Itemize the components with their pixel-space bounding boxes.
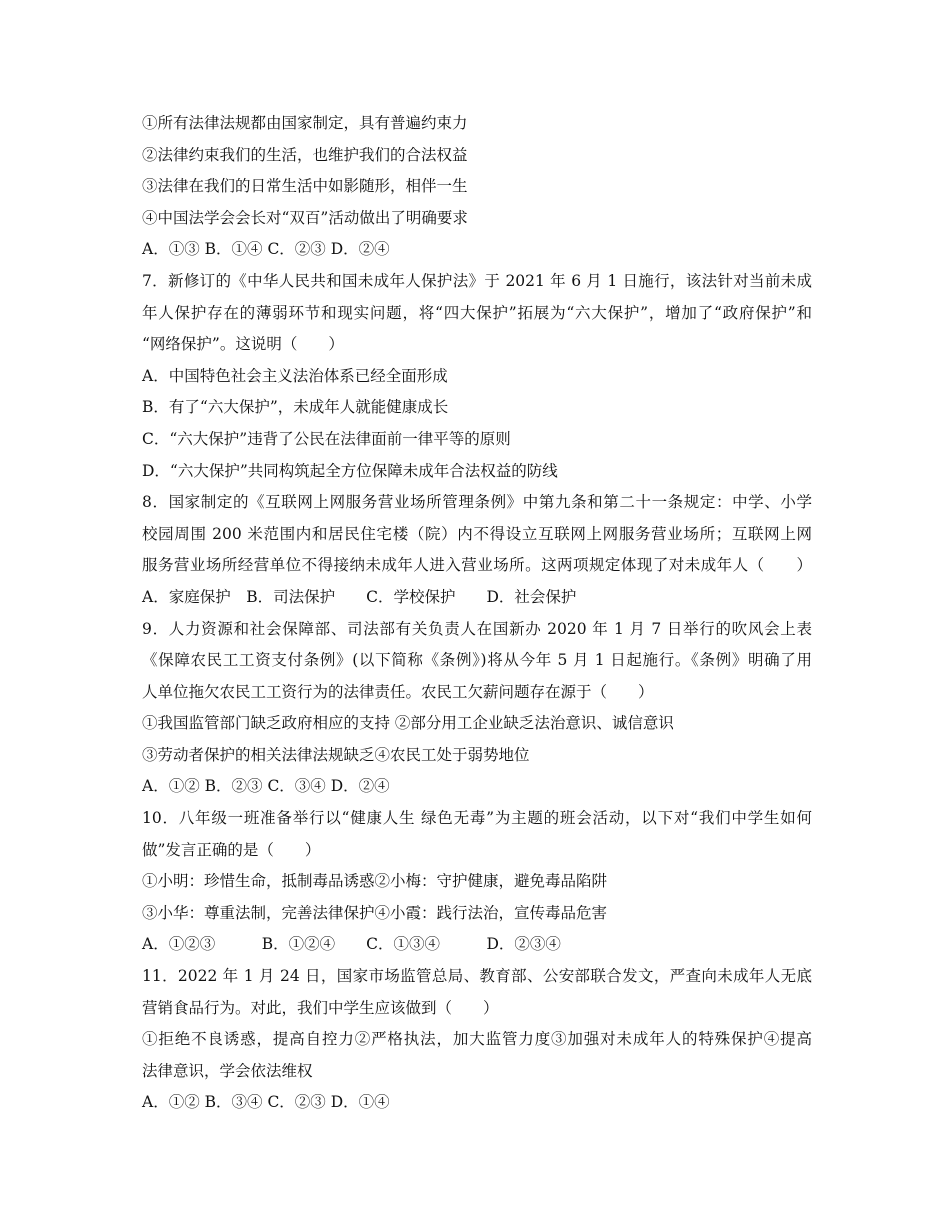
- answer-choices-11: A．①② B．③④ C．②③ D．①④: [142, 1093, 390, 1112]
- option-line-10b: ③小华：尊重法制，完善法律保护④小霞：践行法治，宣传毒品危害: [142, 903, 608, 922]
- answer-choice-7c: C．“六大保护”违背了公民在法律面前一律平等的原则: [142, 429, 511, 448]
- answer-choice-7a: A．中国特色社会主义法治体系已经全面形成: [142, 366, 448, 385]
- option-line-11a: ①拒绝不良诱惑，提高自控力②严格执法，加大监管力度③加强对未成年人的特殊保护④提高: [142, 1030, 812, 1049]
- question-10-line-1: 10．八年级一班准备举行以“健康人生 绿色无毒”为主题的班会活动，以下对“我们中学生如何: [142, 809, 812, 828]
- option-line-4: ④中国法学会会长对“双百”活动做出了明确要求: [142, 208, 468, 227]
- option-line-9b: ③劳动者保护的相关法律法规缺乏④农民工处于弱势地位: [142, 745, 530, 764]
- question-8-line-2: 校园周围 200 米范围内和居民住宅楼（院）内不得设立互联网上网服务营业场所；互联网上网: [142, 524, 812, 543]
- question-11-line-1: 11．2022 年 1 月 24 日，国家市场监管总局、教育部、公安部联合发文，严查向未成年人无底: [142, 967, 812, 986]
- question-11-line-2: 营销食品行为。对此，我们中学生应该做到（ ）: [142, 998, 499, 1017]
- question-8-line-1: 8．国家制定的《互联网上网服务营业场所管理条例》中第九条和第二十一条规定：中学、小学: [142, 493, 812, 512]
- answer-choice-7b: B．有了“六大保护”，未成年人就能健康成长: [142, 398, 449, 417]
- question-10-line-2: 做”发言正确的是（ ）: [142, 840, 321, 859]
- answer-choices-6: A．①③ B．①④ C．②③ D．②④: [142, 240, 390, 259]
- option-line-1: ①所有法律法规都由国家制定，具有普遍约束力: [142, 114, 468, 132]
- answer-choices-8: A．家庭保护 B．司法保护 C．学校保护 D．社会保护: [142, 587, 577, 606]
- document-body: [142, 108, 812, 1119]
- answer-choices-9: A．①② B．②③ C．③④ D．②④: [142, 777, 390, 796]
- answer-choices-10: A．①②③ B．①②④ C．①③④ D．②③④: [142, 935, 561, 954]
- question-9-line-3: 人单位拖欠农民工工资行为的法律责任。农民工欠薪问题存在源于（ ）: [142, 682, 654, 701]
- question-8-line-3: 服务营业场所经营单位不得接纳未成年人进入营业场所。这两项规定体现了对未成年人（ ）: [142, 556, 812, 575]
- answer-choice-7d: D．“六大保护”共同构筑起全方位保障未成年合法权益的防线: [142, 461, 558, 480]
- question-9-line-1: 9．人力资源和社会保障部、司法部有关负责人在国新办 2020 年 1 月 7 日举行的吹风会上表: [142, 619, 812, 638]
- question-7-line-3: “网络保护”。这说明（ ）: [142, 335, 344, 354]
- question-9-line-2: 《保障农民工工资支付条例》(以下简称《条例》)将从今年 5 月 1 日起施行。《条例》明确了用: [142, 651, 812, 670]
- option-line-9a: ①我国监管部门缺乏政府相应的支持 ②部分用工企业缺乏法治意识、诚信意识: [142, 714, 674, 733]
- question-7-line-1: 7．新修订的《中华人民共和国未成年人保护法》于 2021 年 6 月 1 日施行，该法针对当前未成: [142, 271, 812, 290]
- question-7-line-2: 年人保护存在的薄弱环节和现实问题，将“四大保护”拓展为“六大保护”，增加了“政府保护”和: [142, 303, 812, 322]
- option-line-10a: ①小明：珍惜生命，抵制毒品诱惑②小梅：守护健康，避免毒品陷阱: [142, 872, 608, 891]
- option-line-11b: 法律意识，学会依法维权: [142, 1061, 313, 1080]
- option-line-3: ③法律在我们的日常生活中如影随形，相伴一生: [142, 177, 468, 196]
- option-line-2: ②法律约束我们的生活，也维护我们的合法权益: [142, 145, 468, 164]
